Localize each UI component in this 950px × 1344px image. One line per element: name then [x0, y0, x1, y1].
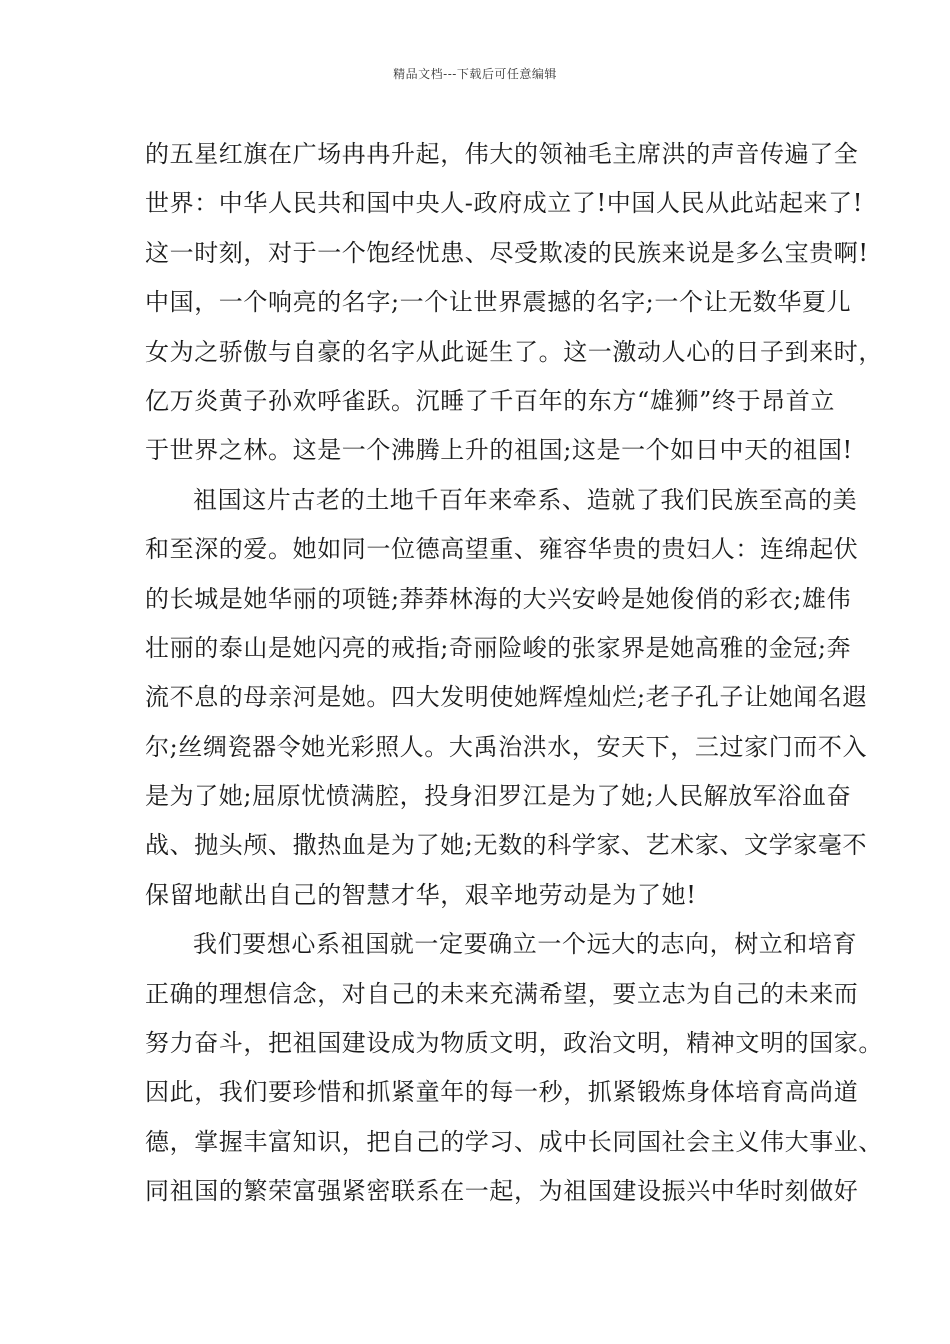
text-line: 德，掌握丰富知识，把自己的学习、成中长同国社会主义伟大事业、 — [145, 1127, 883, 1156]
text-line: 尔;丝绸瓷器令她光彩照人。大禹治洪水，安天下，三过家门而不入 — [145, 732, 868, 761]
text-line: 努力奋斗，把祖国建设成为物质文明，政治文明，精神文明的国家。 — [145, 1029, 883, 1058]
text-line: 同祖国的繁荣富强紧密联系在一起，为祖国建设振兴中华时刻做好 — [145, 1177, 859, 1206]
text-line: 保留地献出自己的智慧才华，艰辛地劳动是为了她! — [145, 880, 697, 909]
text-line: 中国，一个响亮的名字;一个让世界震撼的名字;一个让无数华夏儿 — [145, 288, 852, 317]
text-line: 世界：中华人民共和国中央人-政府成立了!中国人民从此站起来了! — [145, 189, 863, 218]
text-line: 因此，我们要珍惜和抓紧童年的每一秒，抓紧锻炼身体培育高尚道 — [145, 1078, 859, 1107]
page-header: 精品文档---下载后可任意编辑 — [393, 67, 557, 81]
text-line: 正确的理想信念，对自己的未来充满希望，要立志为自己的未来而 — [145, 979, 859, 1008]
text-line: 是为了她;屈原忧愤满腔，投身汨罗江是为了她;人民解放军浴血奋 — [145, 782, 852, 811]
paragraph-start-line: 我们要想心系祖国就一定要确立一个远大的志向，树立和培育 — [193, 930, 858, 959]
text-line: 壮丽的泰山是她闪亮的戒指;奇丽险峻的张家界是她高雅的金冠;奔 — [145, 633, 852, 662]
text-line: 女为之骄傲与自豪的名字从此诞生了。这一激动人心的日子到来时， — [145, 337, 883, 366]
text-line: 战、抛头颅、撒热血是为了她;无数的科学家、艺术家、文学家毫不 — [145, 831, 868, 860]
text-line: 和至深的爱。她如同一位德高望重、雍容华贵的贵妇人：连绵起伏 — [145, 535, 859, 564]
text-line: 的五星红旗在广场冉冉升起，伟大的领袖毛主席洪的声音传遍了全 — [145, 140, 859, 168]
text-line: 的长城是她华丽的项链;莽莽林海的大兴安岭是她俊俏的彩衣;雄伟 — [145, 584, 852, 613]
text-line: 于世界之林。这是一个沸腾上升的祖国;这是一个如日中天的祖国! — [145, 436, 853, 465]
text-line: 亿万炎黄子孙欢呼雀跃。沉睡了千百年的东方“雄狮”终于昂首立 — [145, 386, 835, 415]
text-line: 这一时刻，对于一个饱经忧患、尽受欺凌的民族来说是多么宝贵啊! — [145, 238, 869, 267]
body-text — [145, 130, 883, 1217]
text-line: 流不息的母亲河是她。四大发明使她辉煌灿烂;老子孔子让她闻名遐 — [145, 683, 868, 712]
paragraph-start-line: 祖国这片古老的土地千百年来牵系、造就了我们民族至高的美 — [193, 485, 858, 514]
